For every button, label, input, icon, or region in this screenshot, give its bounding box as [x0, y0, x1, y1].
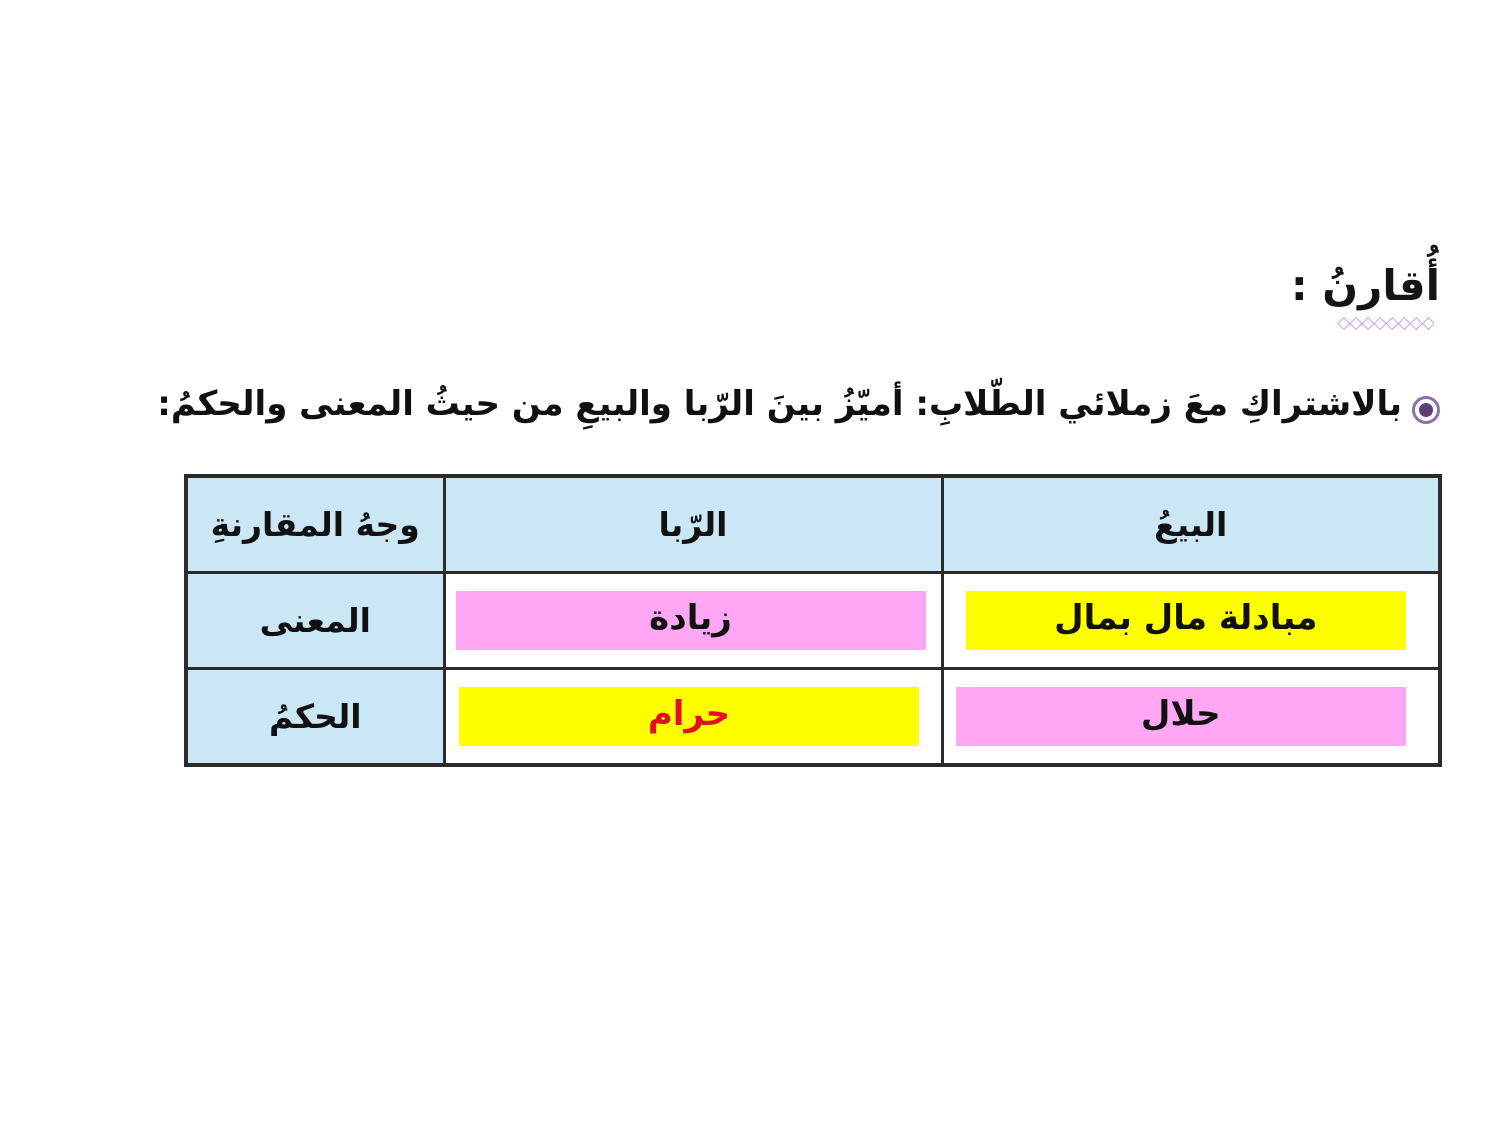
column-header-bay: البيعُ: [942, 476, 1440, 573]
comparison-table: [184, 474, 1442, 767]
cell-bay-meaning: [942, 573, 1440, 669]
page-title: أُقارنُ :: [1290, 261, 1440, 310]
bullet-icon: [1412, 396, 1440, 424]
cell-riba-meaning: [444, 573, 942, 669]
cell-content: [446, 574, 941, 667]
cell-content: [446, 670, 941, 763]
cell-bay-ruling: [942, 669, 1440, 766]
table-row: [186, 669, 1440, 766]
cell-riba-ruling: [444, 669, 942, 766]
column-header-riba: الرّبا: [444, 476, 942, 573]
answer-bay-ruling: حلال: [956, 687, 1406, 747]
answer-bay-meaning: مبادلة مال بمال: [966, 591, 1406, 651]
heading-decoration: ◇◇◇◇◇◇◇◇: [1337, 316, 1434, 331]
table-row: [186, 573, 1440, 669]
instruction-text: بالاشتراكِ معَ زملائي الطّلابِ: أميّزُ بينَ الرّبا والبيعِ من حيثُ المعنى والحكمُ:: [157, 384, 1402, 424]
answer-riba-ruling: حرام: [459, 687, 919, 747]
answer-riba-meaning: زيادة: [456, 591, 926, 651]
cell-aspect-ruling: الحكمُ: [186, 669, 444, 766]
heading-block: [1291, 262, 1440, 330]
instruction-row: [157, 382, 1440, 428]
cell-content: [944, 574, 1439, 667]
table-header-row: [186, 476, 1440, 573]
cell-aspect-meaning: المعنى: [186, 573, 444, 669]
column-header-aspect: وجهُ المقارنةِ: [186, 476, 444, 573]
cell-content: [944, 670, 1439, 763]
